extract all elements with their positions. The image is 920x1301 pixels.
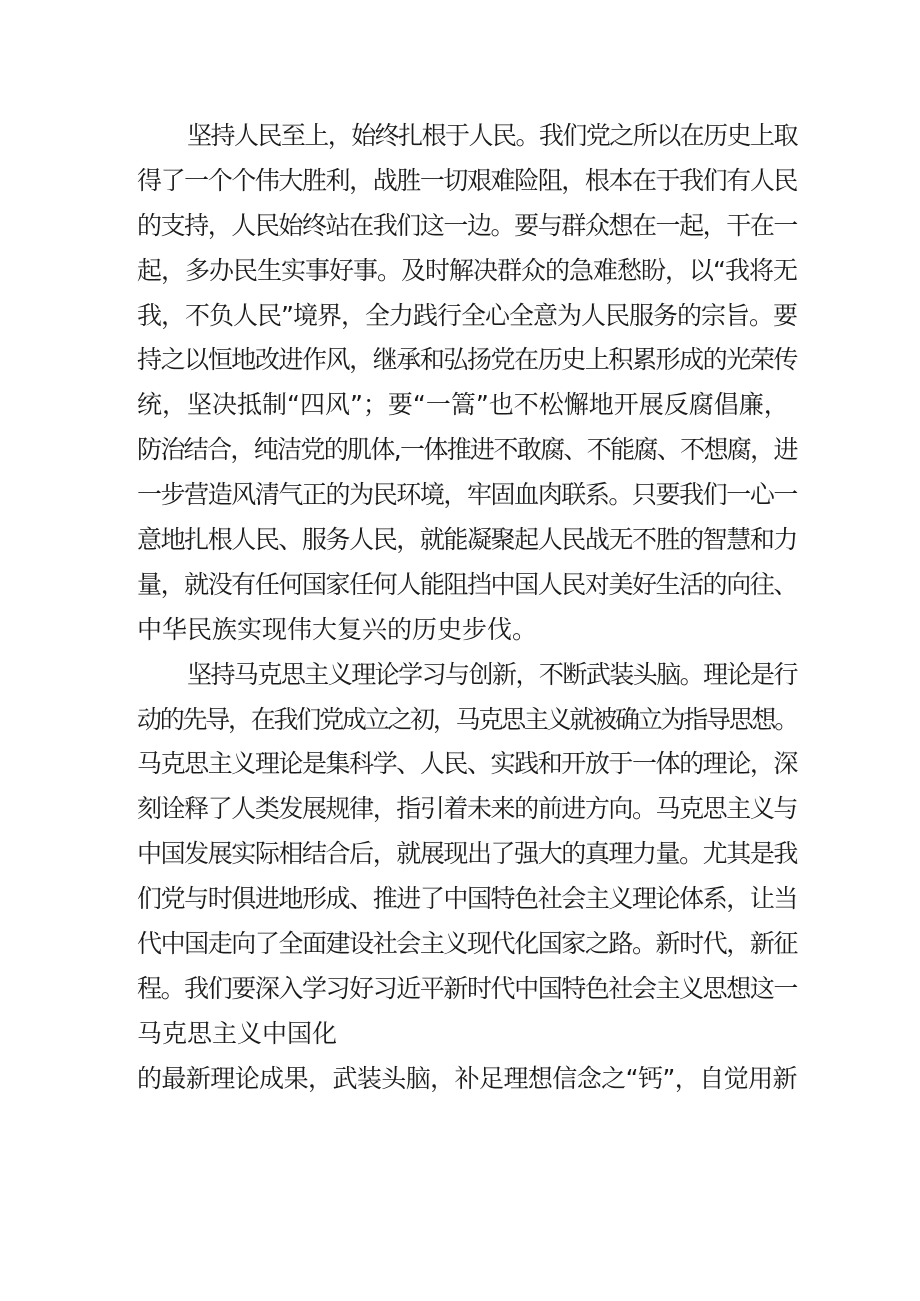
text-line: 马克思主义中国化 bbox=[137, 1018, 338, 1048]
text-line: 代中国走向了全面建设社会主义现代化国家之路。新时代，新征 bbox=[137, 929, 797, 959]
text-line: 中国发展实际相结合后，就展现出了强大的真理力量。尤其是我 bbox=[137, 839, 797, 869]
text-line: 一步营造风清气正的为民环境，牢固血肉联系。只要我们一心一 bbox=[137, 480, 797, 510]
body-text bbox=[137, 114, 797, 1102]
text-line: 持之以恒地改进作风，继承和弘扬党在历史上积累形成的光荣传 bbox=[137, 345, 797, 375]
text-line: 统，坚决抵制“四风”；要“一篙”也不松懈地开展反腐倡廉， bbox=[137, 390, 789, 420]
text-line: 坚持人民至上，始终扎根于人民。我们党之所以在历史上取 bbox=[187, 121, 797, 150]
text-line: 我，不负人民”境界，全力践行全心全意为人民服务的宗旨。要 bbox=[137, 300, 797, 330]
text-line: 得了一个个伟大胜利，战胜一切艰难险阻，根本在于我们有人民 bbox=[137, 165, 797, 195]
text-line: 程。我们要深入学习好习近平新时代中国特色社会主义思想这一 bbox=[137, 973, 797, 1003]
text-line: 动的先导，在我们党成立之初，马克思主义就被确立为指导思想。 bbox=[137, 704, 798, 734]
text-line: 的支持，人民始终站在我们这一边。要与群众想在一起，干在一 bbox=[137, 210, 797, 240]
text-line: 起，多办民生实事好事。及时解决群众的急难愁盼，以“我将无 bbox=[137, 255, 797, 285]
text-line: 防治结合，纯洁党的肌体,一体推进不敢腐、不能腐、不想腐，进 bbox=[137, 435, 797, 465]
text-line: 马克思主义理论是集科学、人民、实践和开放于一体的理论，深 bbox=[137, 749, 797, 779]
text-line: 的最新理论成果，武装头脑，补足理想信念之“钙”，自觉用新 bbox=[137, 1063, 797, 1093]
text-line: 们党与时俱进地形成、推进了中国特色社会主义理论体系，让当 bbox=[137, 884, 797, 914]
text-line: 刻诠释了人类发展规律，指引着未来的前进方向。马克思主义与 bbox=[137, 794, 797, 824]
text-line: 量，就没有任何国家任何人能阻挡中国人民对美好生活的向往、 bbox=[137, 569, 797, 599]
text-line: 意地扎根人民、服务人民，就能凝聚起人民战无不胜的智慧和力 bbox=[137, 525, 797, 555]
text-line: 中华民族实现伟大复兴的历史步伐。 bbox=[137, 614, 538, 644]
text-line: 坚持马克思主义理论学习与创新，不断武装头脑。理论是行 bbox=[187, 659, 797, 689]
